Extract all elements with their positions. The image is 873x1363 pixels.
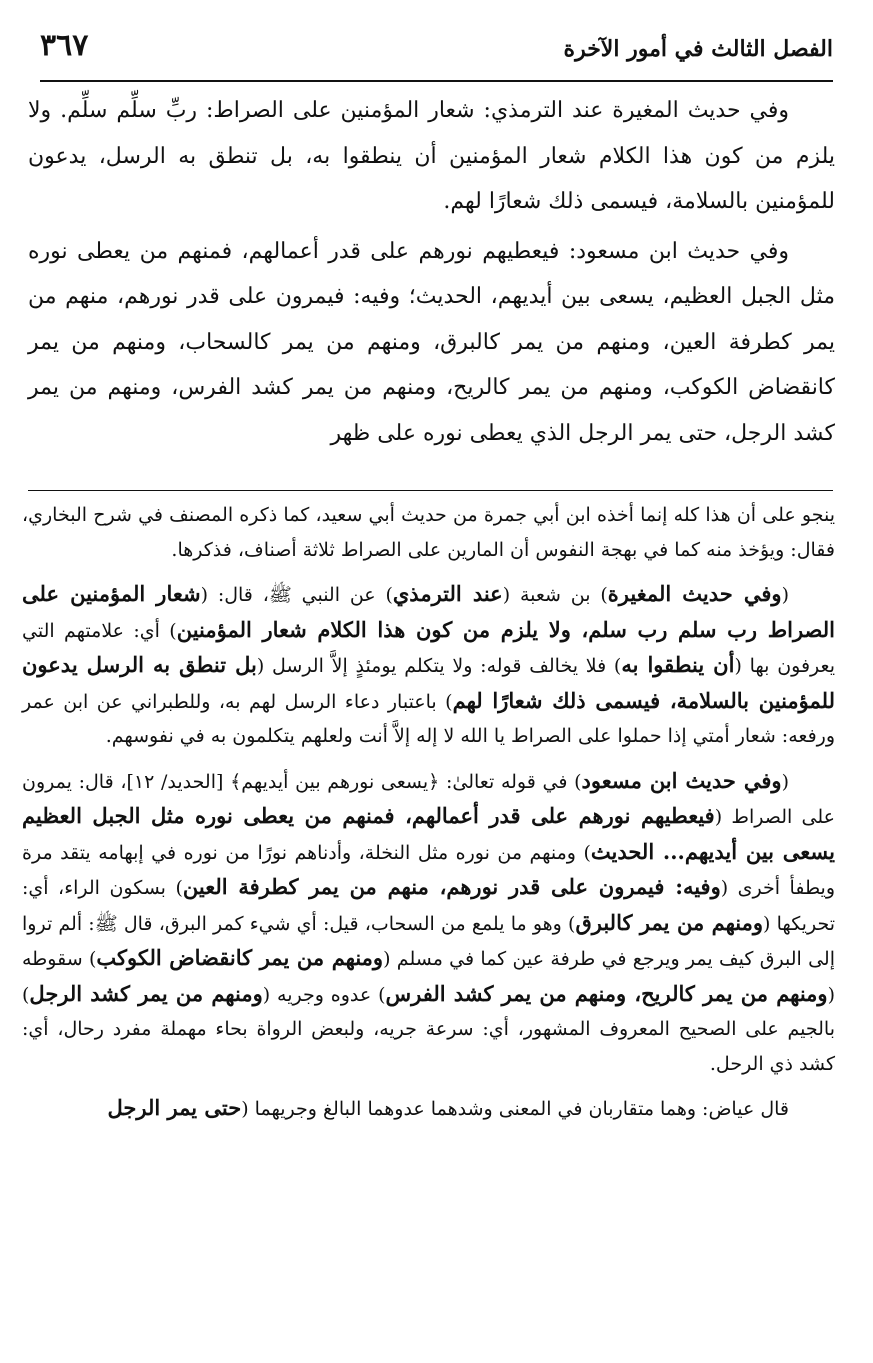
commentary <box>22 498 835 1127</box>
commentary-run: ( <box>781 584 789 606</box>
commentary-paragraph-3 <box>22 764 835 1082</box>
commentary-run: ) بن شعبة ( <box>502 584 608 606</box>
commentary-run: ) بالجيم على الصحيح المعروف المشهور، أي: سرعة جريه، ولبعض الرواة بحاء مهملة مفرد رحال، أي: كشد ذي الرحل. <box>22 983 835 1075</box>
bold-quote-run: شعار المؤمنين على الصراط رب سلم رب سلم، ولا يلزم من كون هذا الكلام شعار المؤمنين <box>22 581 835 642</box>
page-number: ٣٦٧ <box>40 28 89 63</box>
bold-quote-run: عند الترمذي <box>392 581 503 606</box>
bold-quote-run: بل تنطق به الرسل يدعون للمؤمنين بالسلامة، فيسمى ذلك شعارًا لهم <box>22 652 835 713</box>
bold-quote-run: ومنهم من يمر كالبرق <box>575 909 764 935</box>
header-rule <box>40 80 833 82</box>
commentary-run: قال عياض: وهما متقاربان في المعنى وشدهما عدوهما البالغ وجريهما ( <box>241 1098 789 1120</box>
bold-quote-run: ومنهم من يمر كانقضاض الكوكب <box>96 945 384 970</box>
commentary-run: ) في قوله تعالىٰ: ﴿يسعى نورهم بين أيديهم﴾ [الحديد/ ١٢]، قال: يمرون على الصراط ( <box>22 770 836 828</box>
bold-quote-run: وفيه: فيمرون على قدر نورهم، منهم من يمر كطرفة العين <box>182 874 721 899</box>
commentary-run: ) بسكون الراء، أي: تحريكها ( <box>22 877 836 935</box>
bold-quote-run: حتى يمر الرجل <box>107 1095 242 1120</box>
commentary-run: ) عدوه وجريه ( <box>262 983 386 1006</box>
bold-quote-run: وفي حديث المغيرة <box>607 581 782 606</box>
commentary-run: ) فلا يخالف قوله: ولا يتكلم يومئذٍ إلاَّ الرسل ( <box>256 655 622 677</box>
bold-quote-run: وفي حديث ابن مسعود <box>581 767 782 793</box>
commentary-run: ( <box>781 770 789 793</box>
commentary-paragraph-4 <box>22 1091 835 1127</box>
bold-quote-run: ومنهم من يمر كالريح، ومنهم من يمر كشد الفرس <box>385 980 828 1006</box>
commentary-run: ) أي: علامتهم التي يعرفون بها ( <box>22 619 835 677</box>
main-text <box>28 88 835 456</box>
chapter-title: الفصل الثالث في أمور الآخرة <box>563 36 833 62</box>
commentary-run: ) وهو ما يلمع من السحاب، قيل: أي شيء كمر البرق، قال ﷺ: ألم تروا إلى البرق كيف يمر ويرجع في طرفة عين كما في مسلم ( <box>22 912 835 970</box>
bold-quote-run: فيعطيهم نورهم على قدر أعمالهم، فمنهم من يعطى نوره مثل الجبل العظيم يسعى بين أيديهم... الحديث <box>22 803 835 864</box>
main-paragraph-1: وفي حديث المغيرة عند الترمذي: شعار المؤمنين على الصراط: ربِّ سلِّم سلِّم. ولا يلزم من كون هذا الكلام شعار المؤمنين أن ينطقوا به، بل تنطق به الرسل، يدعون للمؤمنين بالسلامة، فيسمى ذلك شعارًا لهم. <box>28 98 835 214</box>
commentary-run: ) باعتبار دعاء الرسل لهم به، وللطبراني عن ابن عمر ورفعه: شعار أمتي إذا حملوا على الصراط يا الله لا إله إلاَّ أنت ولعلهم يتكلمون به في نفوسهم. <box>22 690 835 747</box>
commentary-paragraph-1: ينجو على أن هذا كله إنما أخذه ابن أبي جمرة من حديث أبي سعيد، كما ذكره المصنف في شرح البخاري، فقال: ويؤخذ منه كما في بهجة النفوس أن المارين على الصراط ثلاثة أصناف، فذكرها. <box>22 504 835 561</box>
commentary-run: ) عن النبي ﷺ، قال: ( <box>200 584 393 606</box>
commentary-run: ) ومنهم من نوره مثل النخلة، وأدناهم نورًا من نوره في إبهامه يتقد مرة ويطفأ أخرى ( <box>22 841 835 899</box>
bold-quote-run: أن ينطقوا به <box>621 652 735 677</box>
footnote-divider <box>28 490 833 491</box>
bold-quote-run: ومنهم من يمر كشد الرجل <box>29 980 263 1006</box>
main-paragraph-2: وفي حديث ابن مسعود: فيعطيهم نورهم على قدر أعمالهم، فمنهم من يعطى نوره مثل الجبل العظيم، يسعى بين أيديهم، الحديث؛ وفيه: فيمرون على قدر نورهم، منهم من يمر كطرفة العين، ومنهم من يمر كالبرق، ومنهم من يمر كالسحاب، ومنهم من يمر كانقضاض الكوكب، ومنهم من يمر كالريح، ومنهم من يمر كشد الفرس، ومنهم من يمر كشد الرجل، حتى يمر الرجل الذي يعطى نوره على ظهر <box>28 238 835 446</box>
commentary-paragraph-2 <box>22 577 835 754</box>
page-header <box>40 22 833 72</box>
commentary-run: ) سقوطه ( <box>22 948 835 1006</box>
